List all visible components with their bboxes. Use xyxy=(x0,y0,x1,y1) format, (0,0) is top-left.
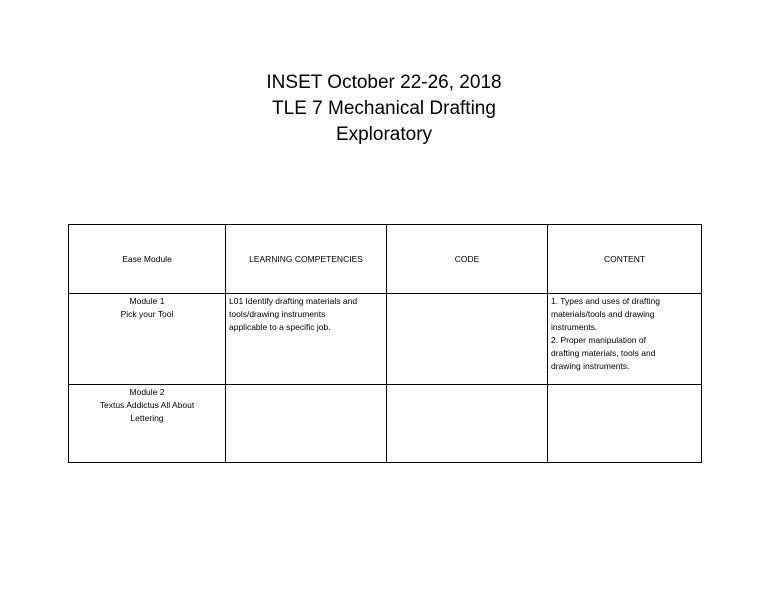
module-number: Module 1 xyxy=(129,296,165,306)
module-name: Textus Addictus All About xyxy=(99,400,195,410)
competency-line: applicable to a specific job. xyxy=(229,322,331,332)
cell-module xyxy=(69,294,226,385)
cell-module xyxy=(69,385,226,463)
content-line: 1. Types and uses of drafting xyxy=(551,296,660,306)
cell-content xyxy=(548,294,702,385)
cell-content xyxy=(548,385,702,463)
content-line: drawing instruments. xyxy=(551,361,630,371)
curriculum-table xyxy=(68,224,702,463)
title-line-event: INSET October 22-26, 2018 xyxy=(266,72,502,93)
content-line: 2. Proper manipulation of xyxy=(551,335,646,345)
competency-line: L01 Identify drafting materials and xyxy=(229,296,358,306)
cell-competencies xyxy=(226,385,387,463)
header-code: CODE xyxy=(387,225,548,294)
content-line: materials/tools and drawing xyxy=(551,309,655,319)
module-name: Lettering xyxy=(130,413,164,423)
table-row xyxy=(69,385,702,463)
cell-code xyxy=(387,385,548,463)
table-row xyxy=(69,294,702,385)
table-header-row xyxy=(69,225,702,294)
competency-line: tools/drawing instruments xyxy=(229,309,326,319)
content-line: drafting materials, tools and xyxy=(551,348,656,358)
cell-competencies xyxy=(226,294,387,385)
module-name: Pick your Tool xyxy=(120,309,174,319)
title-line-subject: TLE 7 Mechanical Drafting xyxy=(272,98,496,119)
module-number: Module 2 xyxy=(129,387,165,397)
title-line-type: Exploratory xyxy=(335,124,433,145)
document-title xyxy=(0,70,768,148)
cell-code xyxy=(387,294,548,385)
content-line: instruments. xyxy=(551,322,598,332)
header-learning-competencies: LEARNING COMPETENCIES xyxy=(226,225,387,294)
header-ease-module: Ease Module xyxy=(69,225,226,294)
header-content: CONTENT xyxy=(548,225,702,294)
